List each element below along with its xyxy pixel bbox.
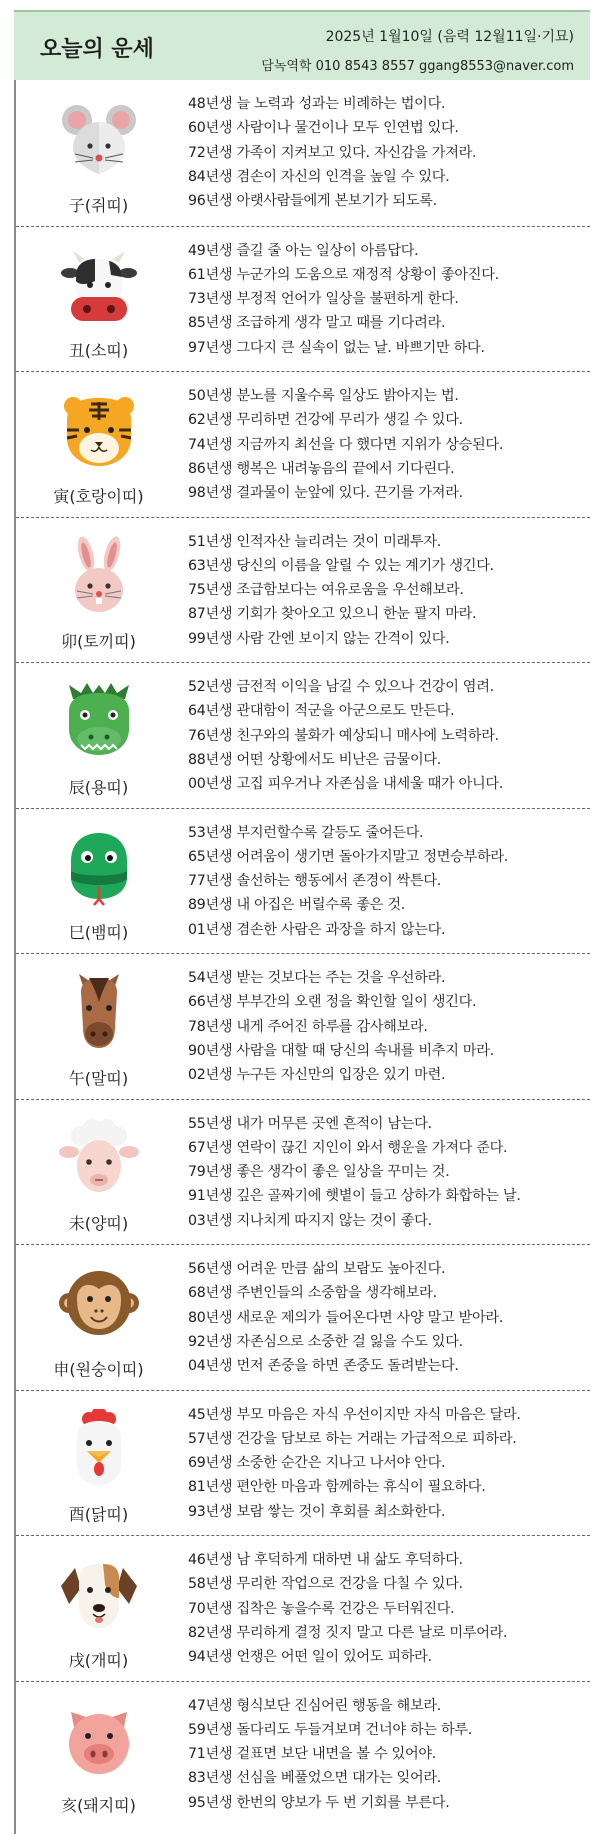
zodiac-section-tiger <box>16 371 590 517</box>
zodiac-label: 辰(용띠) <box>68 777 129 797</box>
fortune-line: 69년생 소중한 순간은 지나고 나서야 안다. <box>188 1455 446 1472</box>
dog-icon <box>59 1554 139 1634</box>
fortune-line: 96년생 아랫사람들에게 본보기가 되도록. <box>188 193 437 210</box>
animal-column <box>16 1391 181 1536</box>
fortune-line: 93년생 보람 쌓는 것이 후회를 최소화한다. <box>188 1503 446 1520</box>
rat-icon <box>59 98 139 178</box>
fortune-line: 53년생 부지런할수록 갈등도 줄어든다. <box>188 824 424 841</box>
fortune-line: 75년생 조급함보다는 여유로움을 우선해보라. <box>188 582 464 599</box>
animal-column <box>16 1682 181 1827</box>
fortune-line: 57년생 건강을 담보로 하는 거래는 가급적으로 피하라. <box>188 1430 517 1447</box>
zodiac-section-horse <box>16 953 590 1099</box>
fortune-line: 48년생 늘 노력과 성과는 비례하는 법이다. <box>188 96 446 112</box>
fortune-line: 62년생 무리하면 건강에 무리가 생길 수 있다. <box>188 412 463 429</box>
fortune-line: 51년생 인적자산 늘리려는 것이 미래투자. <box>188 533 441 550</box>
fortune-line: 77년생 솔선하는 행동에서 존경이 싹튼다. <box>188 873 441 890</box>
fortune-lines <box>188 1694 586 1815</box>
zodiac-label: 子(쥐띠) <box>68 195 129 215</box>
fortune-line: 72년생 가족이 지켜보고 있다. 자신감을 가져라. <box>188 144 477 161</box>
fortune-lines <box>188 1112 586 1233</box>
zodiac-section-snake <box>16 808 590 954</box>
zodiac-section-pig <box>16 1681 590 1827</box>
zodiac-section-rat <box>16 80 590 226</box>
animal-column <box>16 663 181 808</box>
date-text: 2025년 1월10일 (음력 12월11일·기묘) <box>325 29 574 45</box>
animal-column <box>16 809 181 954</box>
fortune-line: 63년생 당신의 이름을 알릴 수 있는 계기가 생긴다. <box>188 557 494 574</box>
fortune-line: 50년생 분노를 지울수록 일상도 밝아지는 법. <box>188 388 459 404</box>
fortune-line: 79년생 좋은 생각이 좋은 일상을 꾸미는 것. <box>188 1164 450 1181</box>
fortune-line: 71년생 겉표면 보단 내면을 볼 수 있어야. <box>188 1746 436 1763</box>
fortune-line: 67년생 연락이 끊긴 지인이 와서 행운을 가져다 준다. <box>188 1139 508 1156</box>
fortune-line: 88년생 어떤 상황에서도 비난은 금물이다. <box>188 751 441 768</box>
zodiac-label: 午(말띠) <box>68 1068 129 1088</box>
fortune-line: 82년생 무리하게 결정 짓지 말고 다른 날로 미루어라. <box>188 1624 508 1641</box>
monkey-icon <box>59 1263 139 1343</box>
fortune-line: 60년생 사람이나 물건이나 모두 인연법 있다. <box>188 120 459 137</box>
zodiac-label: 戌(개띠) <box>68 1650 129 1670</box>
fortune-line: 99년생 사람 간엔 보이지 않는 간격이 있다. <box>188 630 450 647</box>
fortune-line: 87년생 기회가 찾아오고 있으니 한눈 팔지 마라. <box>188 606 477 623</box>
zodiac-label: 亥(돼지띠) <box>61 1796 136 1815</box>
zodiac-section-ox <box>16 226 590 372</box>
fortune-line: 68년생 주변인들의 소중함을 생각해보라. <box>188 1285 437 1302</box>
fortune-lines <box>188 675 586 796</box>
rooster-icon <box>59 1409 139 1489</box>
fortune-line: 98년생 결과물이 눈앞에 있다. 끈기를 가져라. <box>188 485 463 502</box>
fortune-line: 92년생 자존심으로 소중한 걸 잃을 수도 있다. <box>188 1333 463 1350</box>
fortune-lines <box>188 821 586 942</box>
fortune-line: 55년생 내가 머무른 곳엔 흔적이 남는다. <box>188 1115 432 1132</box>
fortune-lines <box>188 1403 586 1524</box>
fortune-line: 66년생 부부간의 오랜 정을 확인할 일이 생긴다. <box>188 994 477 1011</box>
page-title: 오늘의 운세 <box>40 37 154 62</box>
zodiac-label: 寅(호랑이띠) <box>53 486 144 506</box>
fortune-line: 61년생 누군가의 도움으로 재정적 상황이 좋아진다. <box>188 266 499 283</box>
fortune-line: 65년생 어려움이 생기면 돌아가지말고 정면승부하라. <box>188 848 509 865</box>
fortune-lines <box>188 239 586 360</box>
fortune-line: 76년생 친구와의 불화가 예상되니 매사에 노력하라. <box>188 727 499 744</box>
fortune-line: 78년생 내게 주어진 하루를 감사해보라. <box>188 1018 428 1035</box>
fortune-line: 84년생 겸손이 자신의 인격을 높일 수 있다. <box>188 168 450 185</box>
pig-icon <box>59 1700 139 1780</box>
fortune-lines <box>188 966 586 1087</box>
zodiac-section-rabbit <box>16 517 590 663</box>
fortune-line: 73년생 부정적 언어가 일상을 불편하게 한다. <box>188 291 459 308</box>
fortune-line: 47년생 형식보단 진심어린 행동을 해보라. <box>188 1697 441 1714</box>
fortune-list <box>14 80 590 1834</box>
zodiac-section-monkey <box>16 1244 590 1390</box>
zodiac-section-rooster <box>16 1390 590 1536</box>
animal-column <box>16 1100 181 1245</box>
fortune-line: 83년생 선심을 베풀었으면 대가는 잊어라. <box>188 1770 441 1787</box>
dragon-icon <box>59 681 139 761</box>
animal-column <box>16 80 181 226</box>
contact-text: 담녹역학 010 8543 8557 ggang8553@naver.com <box>261 59 574 74</box>
fortune-line: 04년생 먼저 존중을 하면 존중도 돌려받는다. <box>188 1358 459 1375</box>
zodiac-label: 卯(토끼띠) <box>61 632 136 651</box>
animal-column <box>16 954 181 1099</box>
animal-column <box>16 518 181 663</box>
fortune-line: 91년생 깊은 골짜기에 햇볕이 들고 상하가 화합하는 날. <box>188 1188 521 1205</box>
fortune-line: 70년생 집착은 놓을수록 건강은 두터워진다. <box>188 1600 455 1617</box>
fortune-line: 80년생 새로운 제의가 들어온다면 사양 말고 받아라. <box>188 1309 504 1326</box>
fortune-line: 81년생 편안한 마음과 함께하는 휴식이 필요하다. <box>188 1479 486 1496</box>
zodiac-label: 酉(닭띠) <box>68 1505 129 1524</box>
fortune-line: 00년생 고집 피우거나 자존심을 내세울 때가 아니다. <box>188 776 504 793</box>
horse-icon <box>59 972 139 1052</box>
fortune-line: 64년생 관대함이 적군을 아군으로도 만든다. <box>188 703 455 720</box>
fortune-lines <box>188 530 586 651</box>
animal-column <box>16 372 181 517</box>
animal-column <box>16 1536 181 1681</box>
fortune-line: 58년생 무리한 작업으로 건강을 다칠 수 있다. <box>188 1576 463 1593</box>
fortune-lines <box>188 1257 586 1378</box>
zodiac-label: 申(원숭이띠) <box>53 1359 144 1379</box>
zodiac-label: 未(양띠) <box>68 1214 129 1233</box>
fortune-line: 49년생 즐길 줄 아는 일상이 아름답다. <box>188 242 419 259</box>
fortune-line: 85년생 조급하게 생각 말고 때를 기다려라. <box>188 315 446 332</box>
fortune-lines <box>188 92 586 213</box>
fortune-line: 46년생 남 후덕하게 대하면 내 삶도 후덕하다. <box>188 1552 463 1568</box>
animal-column <box>16 227 181 372</box>
animal-column <box>16 1245 181 1390</box>
snake-icon <box>59 827 139 907</box>
fortune-line: 59년생 돌다리도 두들겨보며 건너야 하는 하루. <box>188 1721 473 1738</box>
fortune-line: 01년생 겸손한 사람은 과장을 하지 않는다. <box>188 921 446 938</box>
fortune-line: 54년생 받는 것보다는 주는 것을 우선하라. <box>188 970 446 986</box>
zodiac-section-dog <box>16 1535 590 1681</box>
fortune-lines <box>188 384 586 505</box>
zodiac-label: 巳(뱀띠) <box>68 923 129 942</box>
header-bar <box>14 10 590 80</box>
fortune-line: 74년생 지금까지 최선을 다 했다면 지위가 상승된다. <box>188 436 504 453</box>
fortune-line: 94년생 언쟁은 어떤 일이 있어도 피하라. <box>188 1649 432 1666</box>
fortune-lines <box>188 1548 586 1669</box>
zodiac-section-dragon <box>16 662 590 808</box>
zodiac-section-sheep <box>16 1099 590 1245</box>
zodiac-label: 丑(소띠) <box>68 341 129 360</box>
fortune-line: 89년생 내 아집은 버릴수록 좋은 것. <box>188 897 405 914</box>
fortune-line: 52년생 금전적 이익을 남길 수 있으나 건강이 염려. <box>188 679 494 695</box>
tiger-icon <box>59 390 139 470</box>
fortune-line: 86년생 행복은 내려놓음의 끝에서 기다린다. <box>188 460 455 477</box>
fortune-line: 02년생 누구든 자신만의 입장은 있기 마련. <box>188 1067 446 1084</box>
sheep-icon <box>59 1118 139 1198</box>
fortune-line: 90년생 사람을 대할 때 당신의 속내를 비추지 마라. <box>188 1042 494 1059</box>
fortune-line: 95년생 한번의 양보가 두 번 기회를 부른다. <box>188 1794 450 1811</box>
fortune-line: 56년생 어려운 만큼 삶의 보람도 높아진다. <box>188 1261 446 1277</box>
ox-icon <box>59 245 139 325</box>
fortune-line: 03년생 지나치게 따지지 않는 것이 좋다. <box>188 1212 432 1229</box>
rabbit-icon <box>59 536 139 616</box>
fortune-line: 45년생 부모 마음은 자식 우선이지만 자식 마음은 달라. <box>188 1406 521 1423</box>
fortune-line: 97년생 그다지 큰 실속이 없는 날. 바쁘기만 하다. <box>188 339 485 356</box>
